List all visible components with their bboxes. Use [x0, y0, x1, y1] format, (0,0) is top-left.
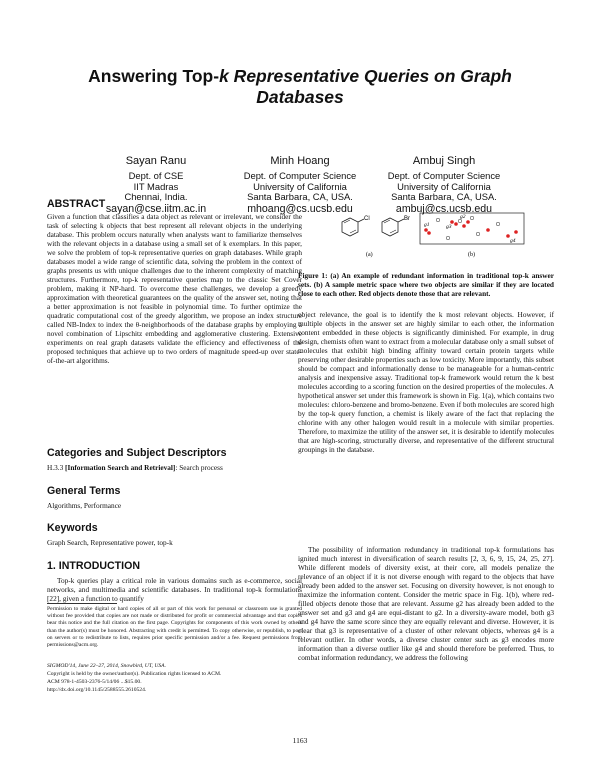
chlorine-label: Cl [364, 216, 370, 222]
author-location: Chennai, India. [124, 191, 188, 202]
point-g2-label: g2 [460, 214, 466, 220]
keywords-text: Graph Search, Representative power, top-k [47, 538, 173, 547]
point-g4-label: g4 [510, 238, 516, 244]
introduction-heading: 1. INTRODUCTION [47, 560, 140, 572]
title-k: k [219, 66, 229, 86]
figure-label-b: (b) [468, 252, 475, 258]
footnote-rule [47, 603, 117, 604]
author-org: University of California [397, 180, 491, 192]
author-name: Minh Hoang [270, 155, 330, 167]
metric-space-box [420, 213, 524, 244]
author-email: ambuj@cs.ucsb.edu [395, 202, 493, 215]
body-paragraph-1: object relevance, the goal is to identify the k most relevant objects. However, if multiple objects in the answer set are highly similar to each other, the information content embedded in these objects is significantly diminished. For example, in drug design, chemists often want to extract from a molecular database only a small subset of molecules that exhibit high binding affinity toward certain protein targets while preserving other desirable properties such as low toxicity. More importantly, this subset should be compact and informationally dense to be manageable for a human-centric analysis and inexpensive assay. Traditional top-k framework would return the k best molecules according to a scoring function on the desired properties of the molecules. A hypothetical answer set under this framework is shown in Fig. 1(a), which contains two molecules: chloro-benzene and bromo-benzene. Even if both molecules are scored high by the top-k query function, a chemist is likely aware of the fact that replacing the chlorine with any other halogen would result in a molecule with similar properties. Therefore, to maximize the utility of the answer set, it is desirable to identify molecules that are high-scoring, structurally diverse, and representative of the different structural groupings in the database. [298, 310, 554, 454]
acm-isbn: ACM 978-1-4503-2376-5/14/06 ...$15.00. [47, 679, 142, 685]
general-terms-text: Algorithms, Performance [47, 501, 122, 510]
author-dept: Dept. of Computer Science [387, 170, 501, 181]
figure-label-a: (a) [366, 252, 373, 258]
title-line2: Databases [256, 87, 344, 107]
author-email: mhoang@cs.ucsb.edu [247, 202, 353, 215]
author-org: University of California [253, 180, 347, 192]
categories-heading: Categories and Subject Descriptors [47, 447, 227, 459]
bromobenzene-molecule [382, 216, 410, 236]
conference-info: SIGMOD'14, June 22–27, 2014, Snowbird, UT, USA. [47, 663, 166, 669]
point-g1-label: g1 [424, 222, 430, 228]
page-number: 1163 [292, 736, 308, 745]
title-part2: Representative Queries on Graph [228, 66, 512, 86]
author-name: Sayan Ranu [125, 155, 187, 167]
paper-title [40, 66, 560, 108]
introduction-text: Top-k queries play a critical role in various domains such as e-commerce, social networks, and multimedia and scientific databases. In traditional top-k formulations [22], given a function to quantify [47, 576, 302, 603]
categories-bold: [Information Search and Retrieval] [65, 463, 176, 472]
figure-1-caption: Figure 1: (a) An example of redundant information in traditional top-k answer sets. (b) A sample metric space where two objects are similar if they are located close to each other. Red objects denote those that are relevant. [298, 271, 554, 298]
author-location: Santa Barbara, CA, USA. [247, 191, 353, 202]
author-location: Santa Barbara, CA, USA. [391, 191, 497, 202]
categories-code: H.3.3 [47, 463, 66, 472]
chlorobenzene-molecule [342, 216, 370, 236]
author-name: Ambuj Singh [412, 155, 476, 167]
author-email: sayan@cse.iitm.ac.in [105, 202, 207, 215]
author-dept: Dept. of Computer Science [243, 170, 357, 181]
copyright-notice: Copyright is held by the owner/author(s). Publication rights licensed to ACM. [47, 671, 222, 677]
doi-link: http://dx.doi.org/10.1145/2588555.2610524. [47, 687, 147, 693]
figure-1 [328, 212, 528, 260]
author-dept: Dept. of CSE [128, 170, 184, 181]
general-terms-heading: General Terms [47, 485, 121, 497]
title-part1: Answering Top- [88, 66, 220, 86]
point-g3-label: g3 [446, 224, 452, 230]
categories-rest: : Search process [175, 463, 223, 472]
metric-space-points [424, 216, 518, 240]
abstract-text: Given a function that classifies a data object as relevant or irrelevant, we consider the task of selecting k objects that best represent all relevant objects in the underlying database. This problem occurs naturally when analysts want to familiarize themselves with the relevant objects in a database using a small set of k exemplars. In this paper, we solve the problem of top-k representative queries on graph databases. While graph databases model a wide range of scientific data, solving the problem in the context of graphs presents us with unique challenges due to the inherent complexity of matching structures. Furthermore, top-k representative queries map to the classic Set Cover problem, making it NP-hard. To overcome these challenges, we develop a greedy approximation with theoretical guarantees on the quality of the answer set, noting that a better approximation is not feasible in polynomial time. To further optimize the quadratic computational cost of the greedy algorithm, we propose an index structure called NB-Index to index the θ-neighborhoods of the database graphs by employing a novel combination of Lipschitz embedding and agglomerative clustering. Extensive experiments on real graph datasets validate the efficiency and effectiveness of the proposed techniques that achieve up to two orders of magnitude speed-up over state-of-the-art algorithms. [47, 212, 302, 365]
author-block-3 [359, 155, 529, 215]
categories-text [47, 463, 302, 472]
abstract-heading: ABSTRACT [47, 198, 106, 210]
author-org: IIT Madras [133, 180, 179, 192]
keywords-heading: Keywords [47, 522, 98, 534]
body-paragraph-2: The possibility of information redundancy in traditional top-k formulations has ignited much interest in diversification of search results [2, 3, 6, 9, 15, 24, 25, 27]. While different models of diversity exist, at their core, all models penalize the relevance of an object if it is not diverse enough with regard to the objects that have already been added to the answer set. Focusing on diversity however, is not enough to maximize the information content. Consider the metric space in Fig. 1(b), where red-filled objects denote those that are relevant. Assume g2 has already been added to the answer set and g3 and g4 are equi-distant to g2. In a diversity-aware model, both g3 and g4 have the same score since they are equally relevant and diverse. However, it is clear that g3 is representative of a cluster of other relevant objects, whereas g4 is a relevant outlier. In other words, a diverse cluster center such as g3 encodes more information than a diverse outlier like g4 and should therefore be preferred. Thus, to combat information redundancy, we address the following [298, 545, 554, 662]
permission-notice: Permission to make digital or hard copies of all or part of this work for personal or classroom use is granted without fee provided that copies are not made or distributed for profit or commercial advantage and that copies bear this notice and the full citation on the first page. Copyrights for components of this work owned by others than the author(s) must be honored. Abstracting with credit is permitted. To copy otherwise, or republish, to post on servers or to redistribute to lists, requires prior specific permission and/or a fee. Request permissions from permissions@acm.org. [47, 606, 302, 649]
bromine-label: Br [404, 216, 410, 222]
